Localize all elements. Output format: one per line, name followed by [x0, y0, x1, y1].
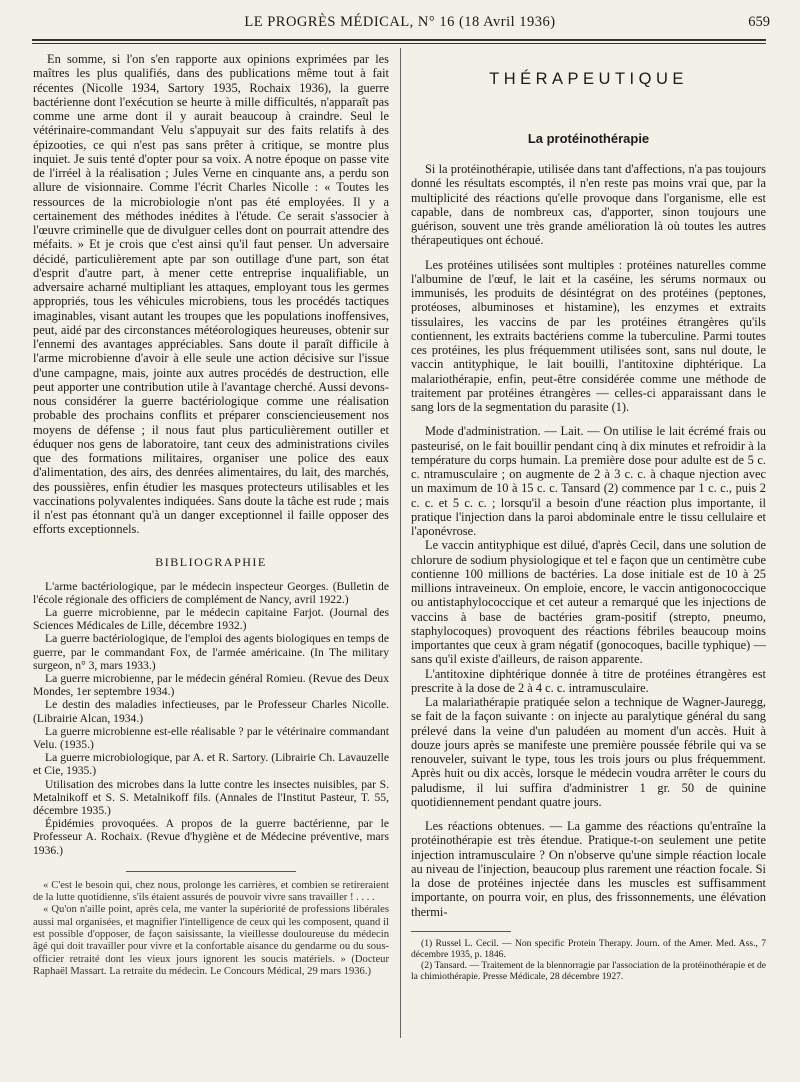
page-number: 659	[748, 14, 770, 30]
quote-divider	[126, 871, 296, 872]
bibliography-entry: La guerre microbienne, par le médecin général Romieu. (Revue des Deux Mondes, 1er septembre 1934.)	[33, 671, 389, 699]
section-title: THÉRAPEUTIQUE	[489, 70, 688, 88]
bibliography-entry: La guerre microbienne est-elle réalisable ? par le vétérinaire commandant Velu. (1935.)	[33, 724, 389, 751]
vaccine-paragraph: Le vaccin antityphique est dilué, d'après Cecil, dans une solution de chlorure de sodium physiologique et tel e façon que un centimètre cube contienne 100 millions de bactéries. La dose initiale est de 10 à 25 millions intraveineux. On emploie, encore, le vaccin antigonococcique ou antistaphylococcique et cet auteur a remarqué que les injections de vaccins à base de bactéries gram-positif (strepto, pneumo, staphylocoques) provoquent des réactions fébriles beaucoup moins importantes que ceux à gram négatif (gonocoques, bacille typhique) — sans qu'il existe d'ailleurs, de raison apparente.	[411, 538, 766, 667]
bibliography-heading: BIBLIOGRAPHIE	[155, 554, 267, 569]
bibliography-entry: Épidémies provoquées. A propos de la guerre bactérienne, par le Professeur A. Rochaix. (Revue d'hygiène et de Médecine préventive, mars 1936.)	[33, 817, 389, 857]
bibliography-entry: La guerre microbienne, par le médecin capitaine Farjot. (Journal des Sciences Médicales de Lille, décembre 1932.)	[33, 605, 389, 633]
quote-box	[33, 880, 389, 978]
footnote: (2) Tansard. — Traitement de la blennorragie par l'association de la protéinothérapie et de la chimiothérapie. Presse Médicale, 28 décembre 1927.	[411, 960, 766, 983]
intro-paragraph: Si la protéinothérapie, utilisée dans tant d'affections, n'a pas toujours donné les résultats escomptés, il n'en reste pas moins vrai que, par la multiplicité des réactions qu'elle provoque dans l'organisme, elle est capable, dans de nombreux cas, d'apporter, sinon toujours une guérison, souvent une très grande amélioration là où toutes les autres thérapeutiques ont échoué.	[411, 162, 766, 248]
antitoxin-paragraph: L'antitoxine diphtérique donnée à titre de protéines étrangères est prescrite à la dose de 2 à 4 c. c. intramusculaire.	[411, 666, 766, 695]
bibliography-entry: La guerre microbiologique, par A. et R. Sartory. (Librairie Ch. Lavauzelle et Cie, 1935.)	[33, 751, 389, 778]
bibliography-entry: Utilisation des microbes dans la lutte contre les insectes nuisibles, par S. Metalnikoff et S. S. Metalnikoff fils. (Annales de l'Institut Pasteur, T. 55, décembre 1935.)	[33, 777, 389, 817]
footnotes	[411, 938, 766, 983]
header-rule-thin	[32, 43, 766, 44]
article-title: La protéinothérapie	[527, 131, 650, 146]
proteins-paragraph: Les protéines utilisées sont multiples : protéines naturelles comme l'albumine de l'œuf, le lait et la caséine, les sérums normaux ou immunisés, les produits de désintégrat on des protéines (peptones, protéoses, albuminoses et histamine), les enzymes et extraits tissulaires, les vaccins de par les protéines étrangères qu'ils contiennent, les extraits bactériens comme la tuberculine. Parmi toutes ces protéines, les plus fréquemment utilisées sont, sans nul doute, le vaccin antityphique, le lait bouilli, l'antitoxine diphtérique. La malariothérapie, enfin, peut-être considérée comme une méthode de traitement par protéines étrangères — celles-ci apparaissant dans le sang lors de la segmentation du parasite (1).	[411, 257, 766, 414]
reactions-paragraph: Les réactions obtenues. — La gamme des réactions qu'entraîne la protéinothérapie est très étendue. Pratique-t-on seulement une petite injection intramusculaire ? On n'observe qu'une simple réaction locale au niveau de l'injection, beaucoup plus rarement une réaction focale. Si la dose de protéines injectée dans les muscles est suffisamment importante, on pourra voir, en plus, des frissonnements, une élévation thermi-	[411, 819, 766, 919]
bibliography-entry: La guerre bactériologique, de l'emploi des agents biologiques en temps de guerre, par le commandant Fox, de l'armée américaine. (In The military surgeon, n° 3, mars 1933.)	[33, 632, 389, 672]
journal-title: LE PROGRÈS MÉDICAL, N° 16 (18 Avril 1936)	[244, 14, 556, 30]
conclusion-paragraph: En somme, si l'on s'en rapporte aux opinions exprimées par les maîtres les plus qualifiés, dans des publications même tout à fait récentes (Nicolle 1934, Sartory 1935, Rochaix 1936), la guerre bactérienne dont l'exécution se heurte à mille difficultés, n'apparaît pas comme une arme dont il y aurait beaucoup à craindre. Seul le vétérinaire-commandant Velu s'appuyait sur des faits relatifs à des épizooties, ce qui n'est pas sans prêter à critique, se montre plus inquiet. Je suis tenté d'opter pour sa voix. A notre époque on passe vite de l'irréel à la réalisation ; Jules Verne en cinquante ans, a perdu son allure de visionnaire. Comme l'écrit Charles Nicolle : « Toutes les ressources de la microbiologie n'ont pas été employées. Il y a certainement des méthodes inédites à l'étude. Ce serait s'associer à l'œuvre criminelle que de divulguer celles dont on pourrait attendre des méfaits. » Et je crois que c'est ainsi qu'il faut penser. Un adversaire décidé, particulièrement apte par son outillage d'une part, son état d'esprit d'autre part, à mener cette entreprise inqualifiable, un adversaire acharné multipliant les attaques, employant tous les germes appropriés, tous les véhicules microbiens, tous les procédés tactiques imaginables, visant autant les troupes que les populations inoffensives, peut, aidé par des circonstances météorologiques heureuses, obtenir sur l'ennemi des avantages appréciables. Sans doute il paraît difficile à l'arme microbienne d'avoir à elle seule une action décisive sur l'issue d'une campagne, mais, jointe aux autres procédés de destruction, elle peut apporter une contribution utile à l'avantage cherché. Aussi devons-nous considérer la guerre bactériologique comme une réalisation probable des prochains conflits et préparer consciencieusement nos moyens de défense ; il nous faut plus particulièrement outiller et éduquer nos gens de laboratoire, tant ceux des administrations civiles que des formations militaires, organiser une police des eaux d'alimentation, des airs, des denrées alimentaires, du lait, des marchés, des poussières, enfin étudier les masques protecteurs utilisables et les vaccinations polyvalentes indiquées. Sans doute la tâche est rude ; mais il n'est pas étonnant qu'à un danger exceptionnel il faille opposer des efforts exceptionnels.	[33, 52, 389, 537]
quote-paragraph: « Qu'on n'aille point, après cela, me vanter la supériorité de professions libérales aussi mal organisées, et magnifier l'intelligence de ceux qui les composent, quand il est possible d'opposer, de façon saisissante, la vieillesse douloureuse du médecin âgé qui doit travailler pour vivre et la confortable aisance du gendarme ou du sous-officier retraité dont les vieux jours ignorent les soucis matériels. » (Docteur Raphaël Massart. La retraite du médecin. Le Concours Médical, 29 mars 1936.)	[33, 904, 389, 977]
administration-paragraph: Mode d'administration. — Lait. — On utilise le lait écrémé frais ou pasteurisé, on le fait bouillir pendant cinq à dix minutes et refroidir à la température du corps humain. La première dose pour adulte est de 5 c. c. ntramusculaire ; on augmente de 2 à 3 c. c. à chaque njection avec un maximum de 10 à 15 c. c. Tansard (2) commence par 1 c. c., puis 2 c. c. et 5 c. c. ; lorsqu'il a besoin d'une réaction plus importante, il pratique l'injection dans la paroi abdominale entre le tissu cellulaire et l'aponévrose.	[411, 424, 766, 538]
bibliography-entry: Le destin des maladies infectieuses, par le Professeur Charles Nicolle. (Librairie Alcan, 1934.)	[33, 698, 389, 725]
bibliography-entry: L'arme bactériologique, par le médecin inspecteur Georges. (Bulletin de l'école régionale des officiers de complément de Nancy, avril 1922.)	[33, 579, 389, 606]
footnote-rule	[411, 931, 511, 932]
bibliography-list	[33, 580, 389, 857]
malariatherapy-paragraph: La malariathérapie pratiquée selon a technique de Wagner-Jauregg, se fait de la façon suivante : on injecte au paralytique général du sang prélevé dans la veine d'un paludéen au moment d'un accès. Huit à douze jours après se manifeste une première poussée fébrile qui va se renouveler, suivant le type, tous les trois jours ou plus fréquemment. Après huit ou dix accès, lorsque le médecin voudra arrêter le cours du paludisme, il lui suffira d'administrer 1 gr. 50 de quinine quotidiennement pendant quatre jours.	[411, 695, 766, 809]
footnote: (1) Russel L. Cecil. — Non specific Protein Therapy. Journ. of the Amer. Med. Ass., 7 décembre 1935, p. 1846.	[411, 937, 766, 960]
right-column	[411, 52, 766, 983]
left-column	[33, 52, 389, 978]
running-head	[30, 14, 770, 32]
quote-paragraph: « C'est le besoin qui, chez nous, prolonge les carrières, et combien se retireraient de la lutte quotidienne, s'ils étaient assurés de pouvoir vivre sans travailler ! . . . .	[33, 879, 389, 904]
column-divider	[400, 48, 401, 1038]
header-rule	[32, 39, 766, 41]
